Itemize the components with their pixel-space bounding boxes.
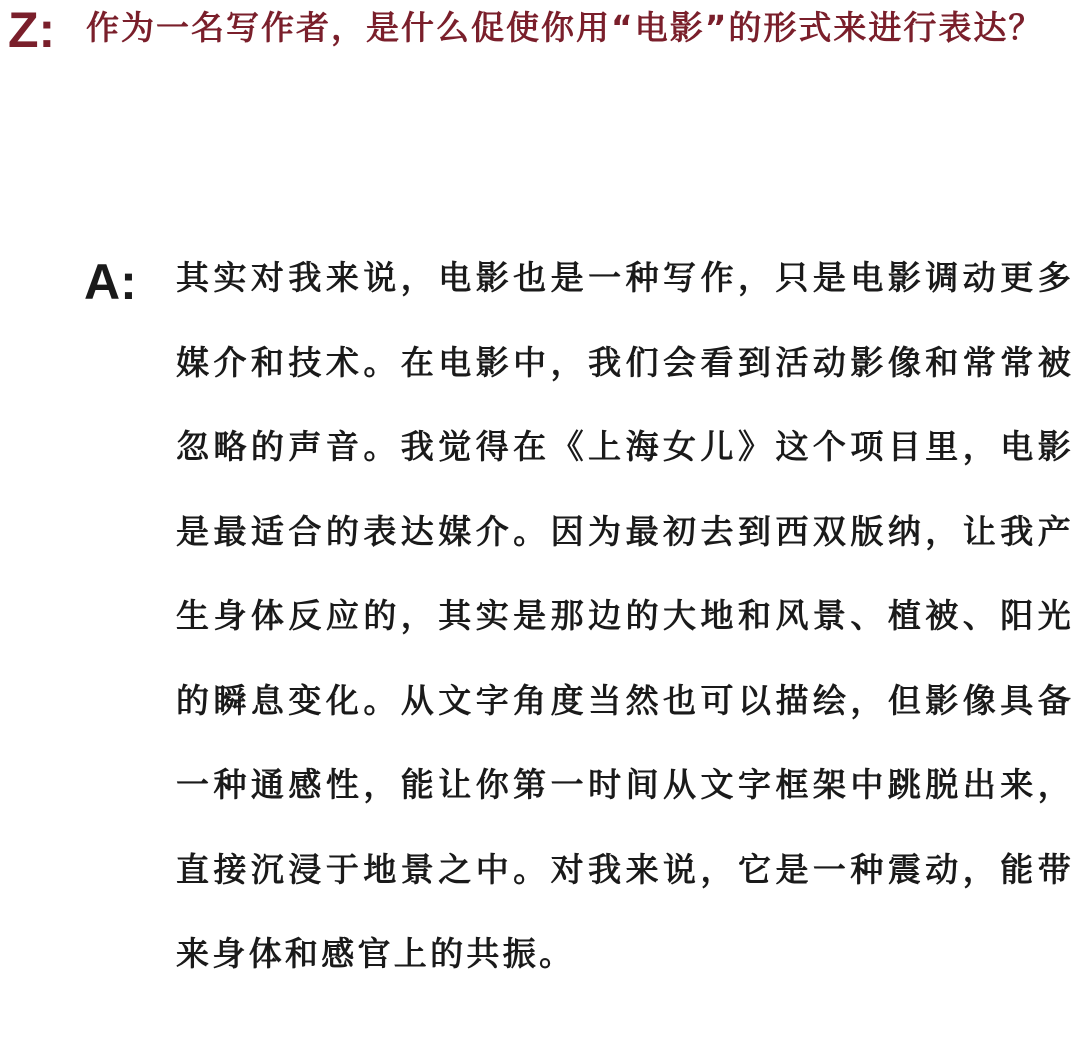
question-text: 作为一名写作者，是什么促使你用“电影”的形式来进行表达？ bbox=[86, 8, 1044, 47]
answer-block bbox=[84, 248, 1074, 997]
question-block bbox=[8, 0, 1073, 64]
answer-text: 其实对我来说，电影也是一种写作，只是电影调动更多媒介和技术。在电影中，我们会看到活动影像和常常被忽略的声音。我觉得在《上海女儿》这个项目里，电影是最适合的表达媒介。因为最初去到西双版纳，让我产生身体反应的，其实是那边的大地和风景、植被、阳光的瞬息变化。从文字角度当然也可以描绘，但影像具备一种通感性，能让你第一时间从文字框架中跳脱出来，直接沉浸于地景之中。对我来说，它是一种震动，能带来身体和感官上的共振。 bbox=[176, 258, 1074, 973]
question-marker: Z: bbox=[8, 2, 56, 58]
answer-marker: A: bbox=[84, 254, 137, 310]
